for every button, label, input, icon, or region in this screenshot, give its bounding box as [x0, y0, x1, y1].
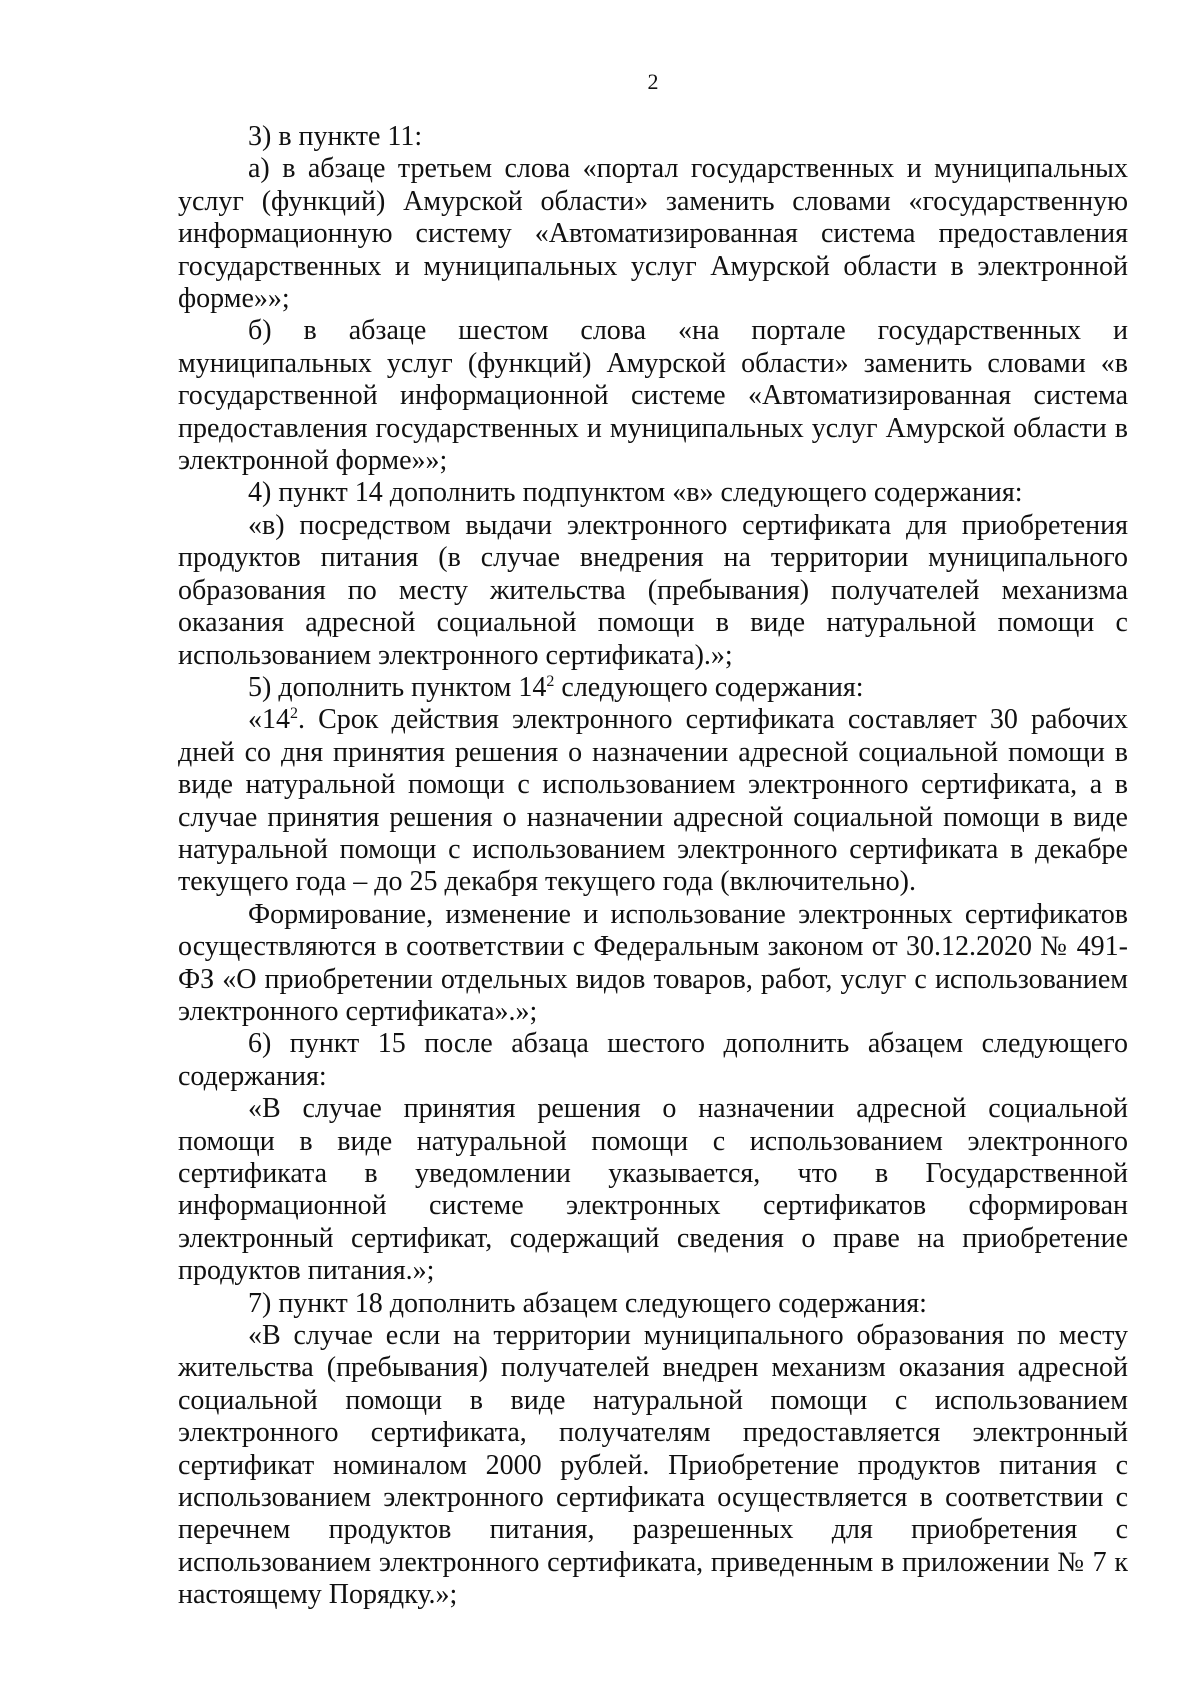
paragraph-certificates-law: Формирование, изменение и использование электронных сертификатов осуществляются в соответствии с Федеральным законом от 30.12.2020 № 491-ФЗ «О приобретении отдельных видов товаров, работ, услуг с использованием электронного сертификата».»; [178, 898, 1128, 1027]
item5-superscript: 2 [546, 672, 555, 690]
item14-2-text-after: . Срок действия электронного сертификата составляет 30 рабочих дней со дня принятия решения о назначении адресной социальной помощи в виде натуральной помощи с использованием электронного сертификата, а в случае принятия решения о назначении адресной социальной помощи в виде натуральной помощи с использованием электронного сертификата в декабре текущего года – до 25 декабря текущего года (включительно). [178, 704, 1128, 898]
item14-2-superscript: 2 [290, 705, 298, 723]
paragraph-item-5 [178, 672, 1128, 704]
item14-2-text-before: «14 [248, 704, 290, 736]
paragraph-item-7: 7) пункт 18 дополнить абзацем следующего содержания: [248, 1287, 927, 1319]
paragraph-item-4: 4) пункт 14 дополнить подпунктом «в» следующего содержания: [248, 477, 1023, 509]
document-body [178, 121, 1128, 1612]
paragraph-item-7-quote: «В случае если на территории муниципального образования по месту жительства (пребывания) получателей внедрен механизм оказания адресной социальной помощи в виде натуральной помощи с использованием электронного сертификата, получателям предоставляется электронный сертификат номиналом 2000 рублей. Приобретение продуктов питания с использованием электронного сертификата осуществляется в соответствии с перечнем продуктов питания, разрешенных для приобретения с использованием электронного сертификата, приведенным в приложении № 7 к настоящему Порядку.»; [178, 1320, 1128, 1611]
paragraph-item-3: 3) в пункте 11: [248, 121, 423, 152]
page-number: 2 [647, 69, 659, 94]
paragraph-item-3a: а) в абзаце третьем слова «портал государственных и муниципальных услуг (функций) Амурской области» заменить словами «государственную информационную систему «Автоматизированная система предоставления государственных и муниципальных услуг Амурской области в электронной форме»»; [178, 153, 1128, 315]
item5-text-before: 5) дополнить пунктом 14 [248, 671, 547, 703]
paragraph-item-6: 6) пункт 15 после абзаца шестого дополнить абзацем следующего содержания: [178, 1028, 1128, 1092]
paragraph-item-4-quote: «в) посредством выдачи электронного сертификата для приобретения продуктов питания (в случае внедрения на территории муниципального образования по месту жительства (пребывания) получателей механизма оказания адресной социальной помощи в виде натуральной помощи с использованием электронного сертификата).»; [178, 509, 1128, 671]
paragraph-item-14-2 [178, 704, 1128, 898]
item5-text-after: следующего содержания: [554, 671, 864, 703]
paragraph-item-3b: б) в абзаце шестом слова «на портале государственных и муниципальных услуг (функций) Амурской области» заменить словами «в государственной информационной системе «Автоматизированная система предоставления государственных и муниципальных услуг Амурской области в электронной форме»»; [178, 315, 1128, 477]
paragraph-item-6-quote: «В случае принятия решения о назначении адресной социальной помощи в виде натуральной помощи с использованием электронного сертификата в уведомлении указывается, что в Государственной информационной системе электронных сертификатов сформирован электронный сертификат, содержащий сведения о праве на приобретение продуктов питания.»; [178, 1093, 1128, 1287]
